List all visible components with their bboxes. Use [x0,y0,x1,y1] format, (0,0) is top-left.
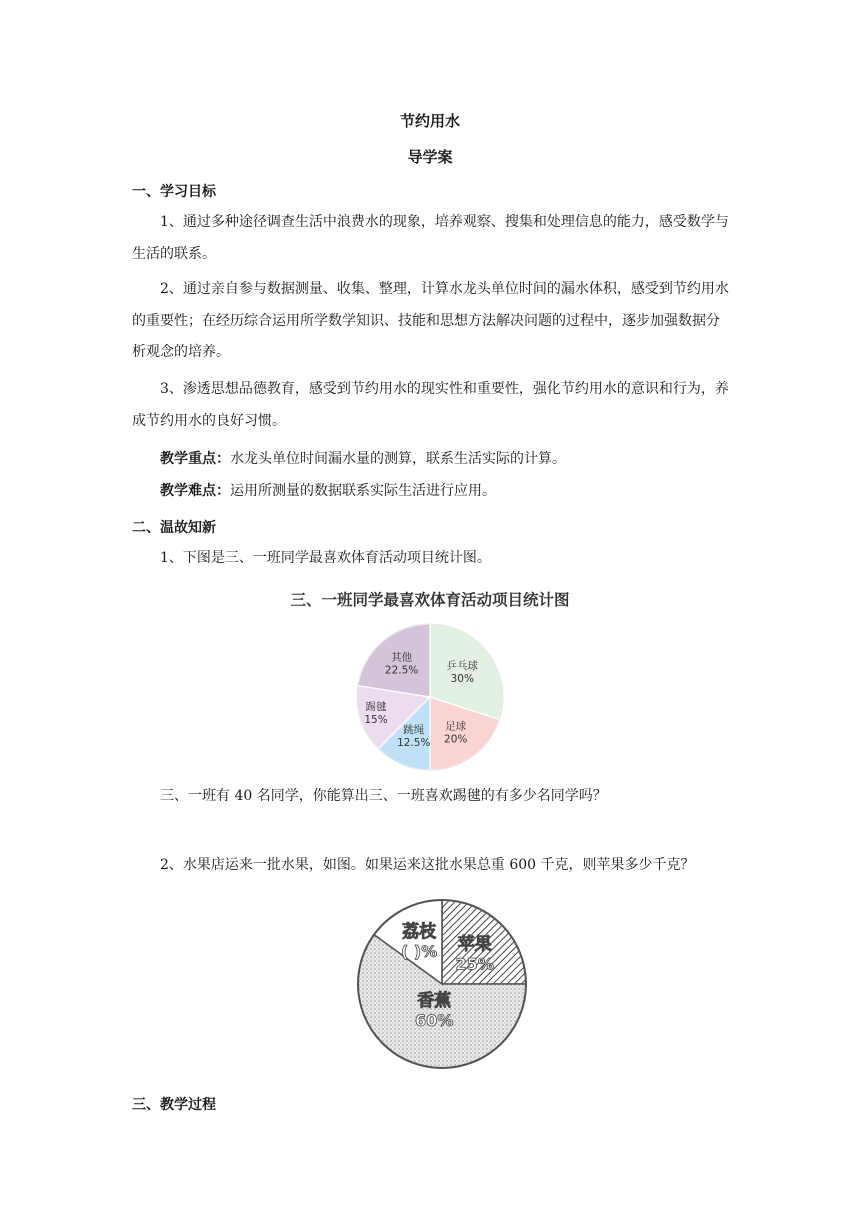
sports-slice-percent-2: 20% [444,733,468,746]
document-title: 节约用水 [399,112,460,130]
fruit-slice-percent-3: ( )% [400,942,438,962]
section-heading-review: 二、温故知新 [132,520,216,536]
fruit-pie-chart [354,896,530,1072]
question-2: 2、水果店运来一批水果，如图。如果运来这批水果总重 600 千克，则苹果多少千克？ [160,857,695,873]
sports-slice-percent-1: 30% [450,673,474,686]
sports-slice-label-3: 跳绳 [403,724,425,737]
sports-chart-title: 三、一班同学最喜欢体育活动项目统计图 [290,591,570,609]
sports-slice-label-2: 足球 [445,720,467,733]
sports-slice-label-1: 乒乓球 [446,660,479,673]
fruit-slice-percent-2: 60% [415,1011,454,1030]
sports-slice-percent-5: 22.5% [384,664,419,677]
fruit-slice-label-1: 苹果 [457,934,492,955]
difficult-point [132,476,730,508]
sports-slice-percent-4: 15% [364,714,388,727]
goal-2: 2、通过亲自参与数据测量、收集、整理，计算水龙头单位时间的漏水体积，感受到节约用水的重要性；在经历综合运用所学数学知识、技能和思想方法解决问题的过程中，逐步加强数据分析观念的培养。 [132,281,729,360]
difficult-point-label: 教学难点： [160,483,230,499]
sports-slice-percent-3: 12.5% [397,737,431,750]
question-1: 三、一班有 40 名同学，你能算出三、一班喜欢踢毽的有多少名同学吗？ [160,788,607,804]
section-heading-process: 三、教学过程 [132,1097,216,1113]
document-subtitle: 导学案 [407,148,453,166]
key-point-text: 水龙头单位时间漏水量的测算，联系生活实际的计算。 [230,451,566,467]
key-point-label: 教学重点： [160,451,230,467]
fruit-slice-label-2: 香蕉 [417,991,452,1011]
goal-3: 3、渗透思想品德教育，感受到节约用水的现实性和重要性，强化节约用水的意识和行为，养成节约用水的良好习惯。 [132,381,729,429]
sports-slice-label-4: 踢毽 [365,701,387,714]
goal-1: 1、通过多种途径调查生活中浪费水的现象，培养观察、搜集和处理信息的能力，感受数学与生活的联系。 [132,214,729,262]
difficult-point-text: 运用所测量的数据联系实际生活进行应用。 [230,483,496,499]
fruit-slice-label-3: 荔枝 [402,922,437,943]
fruit-slice-percent-1: 25% [455,954,494,974]
key-point [132,444,730,476]
sports-slice-label-5: 其他 [391,651,413,664]
section-heading-goals: 一、学习目标 [132,184,216,200]
sports-pie-chart [350,620,510,775]
question-1-intro: 1、下图是三、一班同学最喜欢体育活动项目统计图。 [160,550,491,566]
